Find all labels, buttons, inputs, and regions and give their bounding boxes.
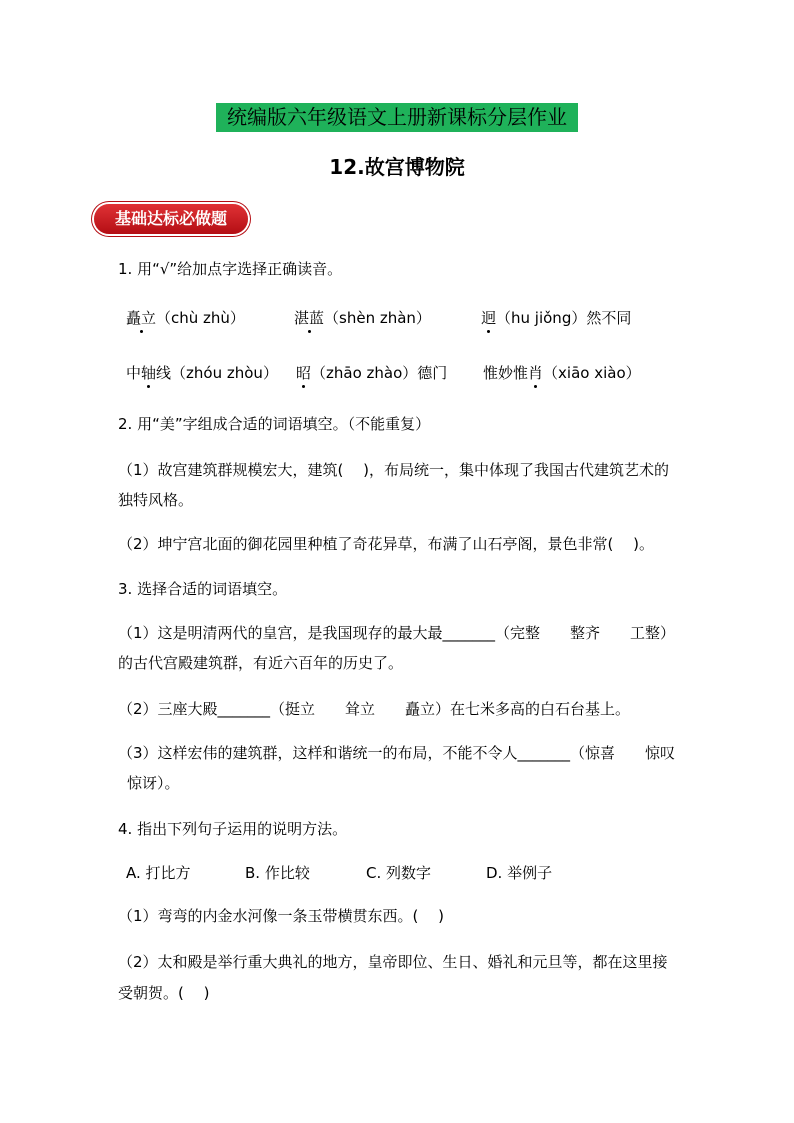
q1-item-weixiao	[483, 362, 641, 384]
question-3-stem: 3. 选择合适的词语填空。	[118, 580, 288, 598]
q4-item-2-line-1: （2）太和殿是举行重大典礼的地方，皇帝即位、生日、婚礼和元旦等，都在这里接	[118, 953, 668, 971]
q1-word: 迥	[481, 309, 497, 327]
q4-option-b: B. 作比较	[245, 864, 310, 882]
q3-item-1-line-2: 的古代宫殿建筑群，有近六百年的历史了。	[118, 654, 404, 672]
q1-pinyin: （zhóu zhòu）	[171, 364, 278, 382]
q1-word: 轴	[141, 364, 157, 382]
q1-word: 线	[156, 364, 172, 382]
q1-word-rest: 然不同	[586, 309, 632, 327]
q1-item-jiongran	[481, 307, 631, 329]
question-4-stem: 4. 指出下列句子运用的说明方法。	[118, 820, 348, 838]
question-2-stem: 2. 用“美”字组成合适的词语填空。（不能重复）	[118, 415, 431, 433]
q2-item-1-line-2: 独特风格。	[118, 491, 194, 509]
question-1-stem: 1. 用“√”给加点字选择正确读音。	[118, 260, 343, 278]
q1-word: 湛蓝	[294, 309, 325, 327]
q4-option-c: C. 列数字	[366, 864, 432, 882]
section-badge: 基础达标必做题	[94, 204, 248, 234]
q1-word: 矗立	[126, 309, 157, 327]
q3-item-3-line-2: 惊讶）。	[127, 774, 180, 792]
q4-option-a: A. 打比方	[126, 864, 191, 882]
q2-item-1-line-1: （1）故宫建筑群规模宏大，建筑( )，布局统一，集中体现了我国古代建筑艺术的	[118, 461, 670, 479]
q4-item-2-line-2: 受朝贺。( )	[118, 984, 210, 1002]
q1-item-zhanlan	[294, 307, 431, 329]
q3-item-3-line-1: （3）这样宏伟的建筑群，这样和谐统一的布局，不能不令人_______（惊喜 惊叹	[118, 744, 676, 762]
q1-item-chuli	[126, 307, 245, 329]
worksheet-banner: 统编版六年级语文上册新课标分层作业	[216, 103, 578, 132]
q1-item-zhouxian	[126, 362, 278, 384]
q1-word: 昭	[296, 364, 312, 382]
q1-pinyin: （hu jiǒng）	[496, 309, 587, 327]
q1-word: 中	[126, 364, 142, 382]
q1-pinyin: （xiāo xiào）	[543, 364, 641, 382]
lesson-title: 12.故宫博物院	[329, 155, 465, 179]
q1-word: 惟妙惟	[483, 364, 529, 382]
q1-item-zhaode	[296, 362, 447, 384]
q1-pinyin: （zhāo zhào）	[311, 364, 418, 382]
q1-word-rest: 德门	[417, 364, 448, 382]
q1-pinyin: （chù zhù）	[156, 309, 245, 327]
q3-item-2: （2）三座大殿_______（挺立 耸立 矗立）在七米多高的白石台基上。	[118, 700, 631, 718]
q2-item-2: （2）坤宁宫北面的御花园里种植了奇花异草，布满了山石亭阁，景色非常( )。	[118, 535, 655, 553]
q1-word: 肖	[528, 364, 544, 382]
q1-pinyin: （shèn zhàn）	[324, 309, 431, 327]
q4-option-d: D. 举例子	[486, 864, 553, 882]
q4-item-1: （1）弯弯的内金水河像一条玉带横贯东西。( )	[118, 907, 445, 925]
q3-item-1-line-1: （1）这是明清两代的皇宫，是我国现存的最大最_______（完整 整齐 工整）	[118, 624, 676, 642]
